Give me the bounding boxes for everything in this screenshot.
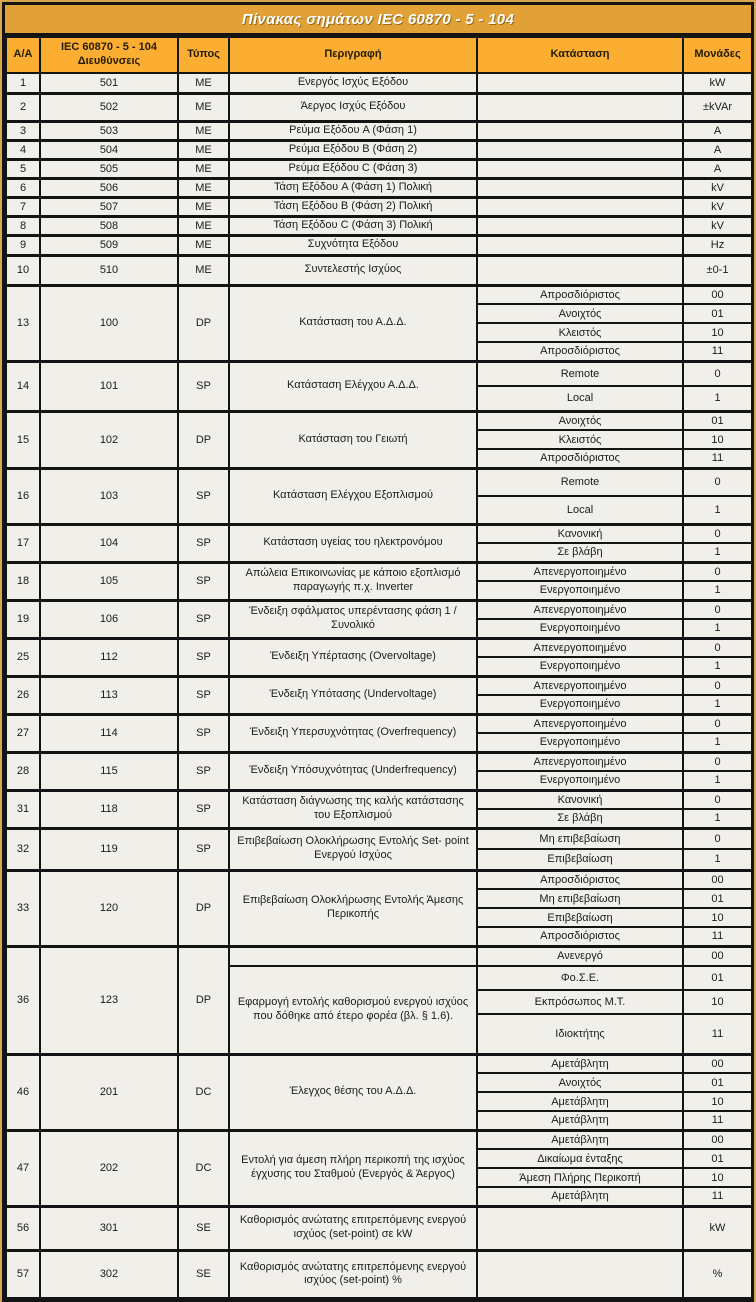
cell-aa: 57 (6, 1250, 40, 1298)
cell-status-code: 1 (683, 809, 752, 828)
cell-status-label: Αμετάβλητη (477, 1092, 683, 1111)
cell-status-code: 11 (683, 1187, 752, 1206)
cell-status-label: Απενεργοποιημένο (477, 638, 683, 657)
cell-status-code: 01 (683, 1149, 752, 1168)
cell-description: Καθορισμός ανώτατης επιτρεπόμενης ενεργού ισχύος (set-point) % (229, 1250, 477, 1298)
table-row (6, 1130, 752, 1149)
cell-status-code: 1 (683, 771, 752, 790)
cell-status-label: Αμετάβλητη (477, 1187, 683, 1206)
cell-address: 508 (40, 216, 178, 235)
cell-type: SP (178, 468, 229, 524)
table-row (6, 197, 752, 216)
cell-aa: 26 (6, 676, 40, 714)
cell-type: ME (178, 121, 229, 140)
cell-status-label: Remote (477, 361, 683, 386)
table-row (6, 159, 752, 178)
cell-address: 106 (40, 600, 178, 638)
cell-status-code: 1 (683, 657, 752, 676)
cell-status-code: 0 (683, 828, 752, 849)
cell-aa: 46 (6, 1054, 40, 1130)
cell-status-label: Απενεργοποιημένο (477, 676, 683, 695)
cell-type: ME (178, 93, 229, 121)
cell-status-label: Ανενεργό (477, 946, 683, 966)
cell-status-empty (477, 121, 683, 140)
cell-unit: A (683, 159, 752, 178)
table-row (6, 468, 752, 496)
cell-description: Κατάσταση διάγνωσης της καλής κατάστασης του Εξοπλισμού (229, 790, 477, 828)
cell-status-label: Ενεργοποιημένο (477, 695, 683, 714)
table-row (6, 1054, 752, 1073)
cell-address: 302 (40, 1250, 178, 1298)
table-row (6, 524, 752, 543)
cell-description: Ένδειξη Υπόσυχνότητας (Underfrequency) (229, 752, 477, 790)
cell-status-code: 1 (683, 849, 752, 870)
cell-status-empty (477, 73, 683, 93)
cell-type: SP (178, 676, 229, 714)
cell-status-label: Επιβεβαίωση (477, 908, 683, 927)
cell-type: SE (178, 1250, 229, 1298)
cell-description: Ρεύμα Εξόδου A (Φάση 1) (229, 121, 477, 140)
table-row (6, 235, 752, 255)
cell-aa: 3 (6, 121, 40, 140)
table-row (6, 946, 752, 966)
cell-status-label: Ενεργοποιημένο (477, 657, 683, 676)
cell-status-label: Άμεση Πλήρης Περικοπή (477, 1168, 683, 1187)
cell-address: 201 (40, 1054, 178, 1130)
cell-status-code: 10 (683, 1092, 752, 1111)
cell-address: 501 (40, 73, 178, 93)
cell-status-empty (477, 197, 683, 216)
cell-unit: kW (683, 1206, 752, 1250)
cell-aa: 36 (6, 946, 40, 1054)
cell-unit: Hz (683, 235, 752, 255)
cell-unit: kV (683, 197, 752, 216)
cell-aa: 2 (6, 93, 40, 121)
cell-status-code: 11 (683, 342, 752, 361)
cell-status-label: Αμετάβλητη (477, 1054, 683, 1073)
cell-address: 202 (40, 1130, 178, 1206)
cell-address: 502 (40, 93, 178, 121)
cell-status-label: Ανοιχτός (477, 1073, 683, 1092)
cell-address: 105 (40, 562, 178, 600)
cell-status-label: Ιδιοκτήτης (477, 1014, 683, 1054)
cell-type: SP (178, 562, 229, 600)
cell-unit: ±kVAr (683, 93, 752, 121)
cell-address: 103 (40, 468, 178, 524)
cell-status-code: 10 (683, 430, 752, 449)
table-row (6, 361, 752, 386)
cell-status-code: 1 (683, 619, 752, 638)
cell-address: 504 (40, 140, 178, 159)
cell-status-code: 0 (683, 524, 752, 543)
cell-status-code: 1 (683, 543, 752, 562)
cell-address: 503 (40, 121, 178, 140)
cell-address: 301 (40, 1206, 178, 1250)
cell-description: Κατάσταση του Γειωτή (229, 411, 477, 468)
cell-description: Απώλεια Επικοινωνίας με κάποιο εξοπλισμό παραγωγής π.χ. Inverter (229, 562, 477, 600)
cell-type: SP (178, 361, 229, 411)
cell-status-empty (477, 1206, 683, 1250)
cell-status-label: Απροσδιόριστος (477, 342, 683, 361)
cell-unit: kW (683, 73, 752, 93)
cell-status-label: Απροσδιόριστος (477, 285, 683, 304)
cell-description: Έλεγχος θέσης του Α.Δ.Δ. (229, 1054, 477, 1130)
cell-type: ME (178, 216, 229, 235)
cell-description: Ένδειξη Υπερσυχνότητας (Overfrequency) (229, 714, 477, 752)
cell-aa: 18 (6, 562, 40, 600)
cell-description: Συχνότητα Εξόδου (229, 235, 477, 255)
cell-type: ME (178, 197, 229, 216)
cell-address: 120 (40, 870, 178, 946)
table-row (6, 255, 752, 285)
cell-status-empty (477, 140, 683, 159)
col-header-address-line1: IEC 60870 - 5 - 104 (60, 41, 157, 54)
cell-status-code: 01 (683, 966, 752, 990)
cell-address: 101 (40, 361, 178, 411)
cell-address: 119 (40, 828, 178, 870)
cell-aa: 27 (6, 714, 40, 752)
cell-type: SP (178, 600, 229, 638)
cell-description: Ενεργός Ισχύς Εξόδου (229, 73, 477, 93)
cell-description: Επιβεβαίωση Ολοκλήρωσης Εντολής Άμεσης Περικοπής (229, 870, 477, 946)
cell-aa: 8 (6, 216, 40, 235)
cell-status-code: 0 (683, 600, 752, 619)
cell-status-label: Μη επιβεβαίωση (477, 828, 683, 849)
table-row (6, 600, 752, 619)
cell-description-empty (229, 946, 477, 966)
col-header-status: Κατάσταση (477, 37, 683, 73)
cell-unit: kV (683, 216, 752, 235)
table-row (6, 1206, 752, 1250)
table-title: Πίνακας σημάτων IEC 60870 - 5 - 104 (5, 5, 751, 36)
cell-status-code: 00 (683, 946, 752, 966)
cell-status-label: Απενεργοποιημένο (477, 714, 683, 733)
cell-status-label: Remote (477, 468, 683, 496)
cell-description: Κατάσταση υγείας του ηλεκτρονόμου (229, 524, 477, 562)
cell-description: Τάση Εξόδου A (Φάση 1) Πολική (229, 178, 477, 197)
cell-status-code: 0 (683, 361, 752, 386)
cell-unit: A (683, 140, 752, 159)
cell-aa: 13 (6, 285, 40, 361)
cell-type: DC (178, 1054, 229, 1130)
table-row (6, 676, 752, 695)
cell-aa: 25 (6, 638, 40, 676)
cell-status-label: Απενεργοποιημένο (477, 600, 683, 619)
cell-status-code: 1 (683, 695, 752, 714)
cell-type: SE (178, 1206, 229, 1250)
cell-description: Επιβεβαίωση Ολοκλήρωσης Εντολής Set- point Ενεργού Ισχύος (229, 828, 477, 870)
cell-status-label: Απενεργοποιημένο (477, 752, 683, 771)
cell-status-label: Δικαίωμα ένταξης (477, 1149, 683, 1168)
table-row (6, 411, 752, 430)
cell-status-code: 10 (683, 908, 752, 927)
cell-description: Άεργος Ισχύς Εξόδου (229, 93, 477, 121)
cell-address: 123 (40, 946, 178, 1054)
cell-status-code: 0 (683, 752, 752, 771)
cell-status-code: 01 (683, 1073, 752, 1092)
cell-status-label: Αμετάβλητη (477, 1111, 683, 1130)
cell-status-code: 01 (683, 889, 752, 908)
cell-description: Τάση Εξόδου C (Φάση 3) Πολική (229, 216, 477, 235)
cell-status-code: 10 (683, 990, 752, 1014)
cell-status-empty (477, 216, 683, 235)
cell-address: 509 (40, 235, 178, 255)
cell-description: Εντολή για άμεση πλήρη περικοπή της ισχύος έγχυσης του Σταθμού (Ενεργός & Άεργος) (229, 1130, 477, 1206)
cell-status-label: Μη επιβεβαίωση (477, 889, 683, 908)
table-row (6, 121, 752, 140)
cell-status-code: 11 (683, 1111, 752, 1130)
cell-status-label: Κλειστός (477, 323, 683, 342)
signal-table (5, 36, 753, 1299)
table-row (6, 870, 752, 889)
table-row (6, 638, 752, 657)
cell-status-code: 10 (683, 1168, 752, 1187)
cell-status-code: 1 (683, 496, 752, 524)
cell-aa: 16 (6, 468, 40, 524)
table-row (6, 790, 752, 809)
cell-aa: 28 (6, 752, 40, 790)
cell-type: DP (178, 870, 229, 946)
cell-status-empty (477, 255, 683, 285)
cell-status-code: 01 (683, 411, 752, 430)
cell-aa: 9 (6, 235, 40, 255)
cell-status-label: Ανοιχτός (477, 411, 683, 430)
cell-address: 100 (40, 285, 178, 361)
cell-description: Ρεύμα Εξόδου C (Φάση 3) (229, 159, 477, 178)
cell-status-label: Απροσδιόριστος (477, 927, 683, 946)
cell-status-code: 0 (683, 714, 752, 733)
table-row (6, 285, 752, 304)
cell-status-label: Ενεργοποιημένο (477, 619, 683, 638)
table-row (6, 140, 752, 159)
cell-status-label: Κανονική (477, 524, 683, 543)
cell-aa: 15 (6, 411, 40, 468)
cell-address: 505 (40, 159, 178, 178)
cell-description: Ένδειξη Υπότασης (Undervoltage) (229, 676, 477, 714)
cell-status-code: 0 (683, 638, 752, 657)
cell-status-code: 1 (683, 386, 752, 411)
cell-description: Κατάσταση Ελέγχου Α.Δ.Δ. (229, 361, 477, 411)
cell-status-label: Σε βλάβη (477, 809, 683, 828)
cell-description: Κατάσταση Ελέγχου Εξοπλισμού (229, 468, 477, 524)
cell-description: Ρεύμα Εξόδου B (Φάση 2) (229, 140, 477, 159)
cell-aa: 19 (6, 600, 40, 638)
cell-address: 115 (40, 752, 178, 790)
table-body (6, 73, 752, 1298)
table-row (6, 828, 752, 849)
cell-type: ME (178, 73, 229, 93)
cell-status-label: Απενεργοποιημένο (477, 562, 683, 581)
cell-aa: 4 (6, 140, 40, 159)
cell-description: Κατάσταση του Α.Δ.Δ. (229, 285, 477, 361)
cell-description: Ένδειξη Υπέρτασης (Overvoltage) (229, 638, 477, 676)
cell-aa: 47 (6, 1130, 40, 1206)
table-row (6, 178, 752, 197)
cell-status-code: 11 (683, 1014, 752, 1054)
cell-status-empty (477, 178, 683, 197)
cell-unit: A (683, 121, 752, 140)
cell-status-code: 0 (683, 676, 752, 695)
cell-description: Τάση Εξόδου B (Φάση 2) Πολική (229, 197, 477, 216)
table-row (6, 714, 752, 733)
cell-status-code: 11 (683, 927, 752, 946)
cell-type: ME (178, 178, 229, 197)
cell-unit: % (683, 1250, 752, 1298)
cell-status-label: Ενεργοποιημένο (477, 581, 683, 600)
cell-type: ME (178, 255, 229, 285)
signal-table-frame (2, 2, 754, 1302)
cell-status-label: Ενεργοποιημένο (477, 771, 683, 790)
cell-type: SP (178, 828, 229, 870)
cell-type: SP (178, 524, 229, 562)
cell-description: Ένδειξη σφάλματος υπερέντασης φάση 1 / Συνολικό (229, 600, 477, 638)
col-header-aa: Α/Α (6, 37, 40, 73)
cell-aa: 14 (6, 361, 40, 411)
cell-type: DP (178, 411, 229, 468)
cell-address: 114 (40, 714, 178, 752)
cell-status-code: 11 (683, 449, 752, 468)
cell-status-code: 10 (683, 323, 752, 342)
col-header-description: Περιγραφή (229, 37, 477, 73)
cell-address: 112 (40, 638, 178, 676)
cell-aa: 32 (6, 828, 40, 870)
cell-status-code: 0 (683, 468, 752, 496)
cell-status-label: Local (477, 386, 683, 411)
cell-status-label: Σε βλάβη (477, 543, 683, 562)
cell-type: SP (178, 752, 229, 790)
cell-status-code: 00 (683, 1054, 752, 1073)
cell-status-empty (477, 235, 683, 255)
cell-aa: 56 (6, 1206, 40, 1250)
cell-status-code: 1 (683, 581, 752, 600)
table-row (6, 93, 752, 121)
cell-status-code: 00 (683, 1130, 752, 1149)
cell-status-label: Κλειστός (477, 430, 683, 449)
cell-aa: 10 (6, 255, 40, 285)
cell-status-label: Φο.Σ.Ε. (477, 966, 683, 990)
cell-type: ME (178, 140, 229, 159)
cell-aa: 1 (6, 73, 40, 93)
cell-aa: 7 (6, 197, 40, 216)
cell-status-code: 0 (683, 790, 752, 809)
cell-type: SP (178, 714, 229, 752)
cell-status-label: Ενεργοποιημένο (477, 733, 683, 752)
cell-status-label: Ανοιχτός (477, 304, 683, 323)
cell-type: DC (178, 1130, 229, 1206)
cell-status-label: Αμετάβλητη (477, 1130, 683, 1149)
cell-type: ME (178, 159, 229, 178)
cell-aa: 5 (6, 159, 40, 178)
cell-address: 118 (40, 790, 178, 828)
cell-status-label: Επιβεβαίωση (477, 849, 683, 870)
cell-status-empty (477, 1250, 683, 1298)
cell-type: SP (178, 790, 229, 828)
cell-status-label: Απροσδιόριστος (477, 870, 683, 889)
cell-address: 506 (40, 178, 178, 197)
cell-aa: 17 (6, 524, 40, 562)
cell-status-code: 00 (683, 870, 752, 889)
cell-type: DP (178, 946, 229, 1054)
table-row (6, 752, 752, 771)
cell-unit: ±0-1 (683, 255, 752, 285)
cell-type: DP (178, 285, 229, 361)
cell-status-code: 1 (683, 733, 752, 752)
cell-description: Συντελεστής Ισχύος (229, 255, 477, 285)
cell-address: 507 (40, 197, 178, 216)
cell-description: Καθορισμός ανώτατης επιτρεπόμενης ενεργού ισχύος (set-point) σε kW (229, 1206, 477, 1250)
col-header-address (40, 37, 178, 73)
cell-status-code: 01 (683, 304, 752, 323)
cell-type: ME (178, 235, 229, 255)
cell-address: 104 (40, 524, 178, 562)
cell-status-label: Εκπρόσωπος Μ.Τ. (477, 990, 683, 1014)
table-row (6, 216, 752, 235)
cell-aa: 31 (6, 790, 40, 828)
header-row (6, 37, 752, 73)
table-row (6, 73, 752, 93)
cell-description: Εφαρμογή εντολής καθορισμού ενεργού ισχύος που δόθηκε από έτερο φορέα (βλ. § 1.6). (229, 966, 477, 1054)
cell-status-label: Απροσδιόριστος (477, 449, 683, 468)
cell-address: 102 (40, 411, 178, 468)
cell-aa: 6 (6, 178, 40, 197)
cell-address: 113 (40, 676, 178, 714)
cell-status-empty (477, 93, 683, 121)
col-header-type: Τύπος (178, 37, 229, 73)
col-header-units: Μονάδες (683, 37, 752, 73)
cell-status-code: 0 (683, 562, 752, 581)
cell-address: 510 (40, 255, 178, 285)
col-header-address-line2: Διευθύνσεις (77, 55, 141, 67)
cell-aa: 33 (6, 870, 40, 946)
cell-unit: kV (683, 178, 752, 197)
cell-status-empty (477, 159, 683, 178)
cell-status-label: Κανονική (477, 790, 683, 809)
cell-type: SP (178, 638, 229, 676)
cell-status-label: Local (477, 496, 683, 524)
table-row (6, 562, 752, 581)
table-row (6, 1250, 752, 1298)
cell-status-code: 00 (683, 285, 752, 304)
